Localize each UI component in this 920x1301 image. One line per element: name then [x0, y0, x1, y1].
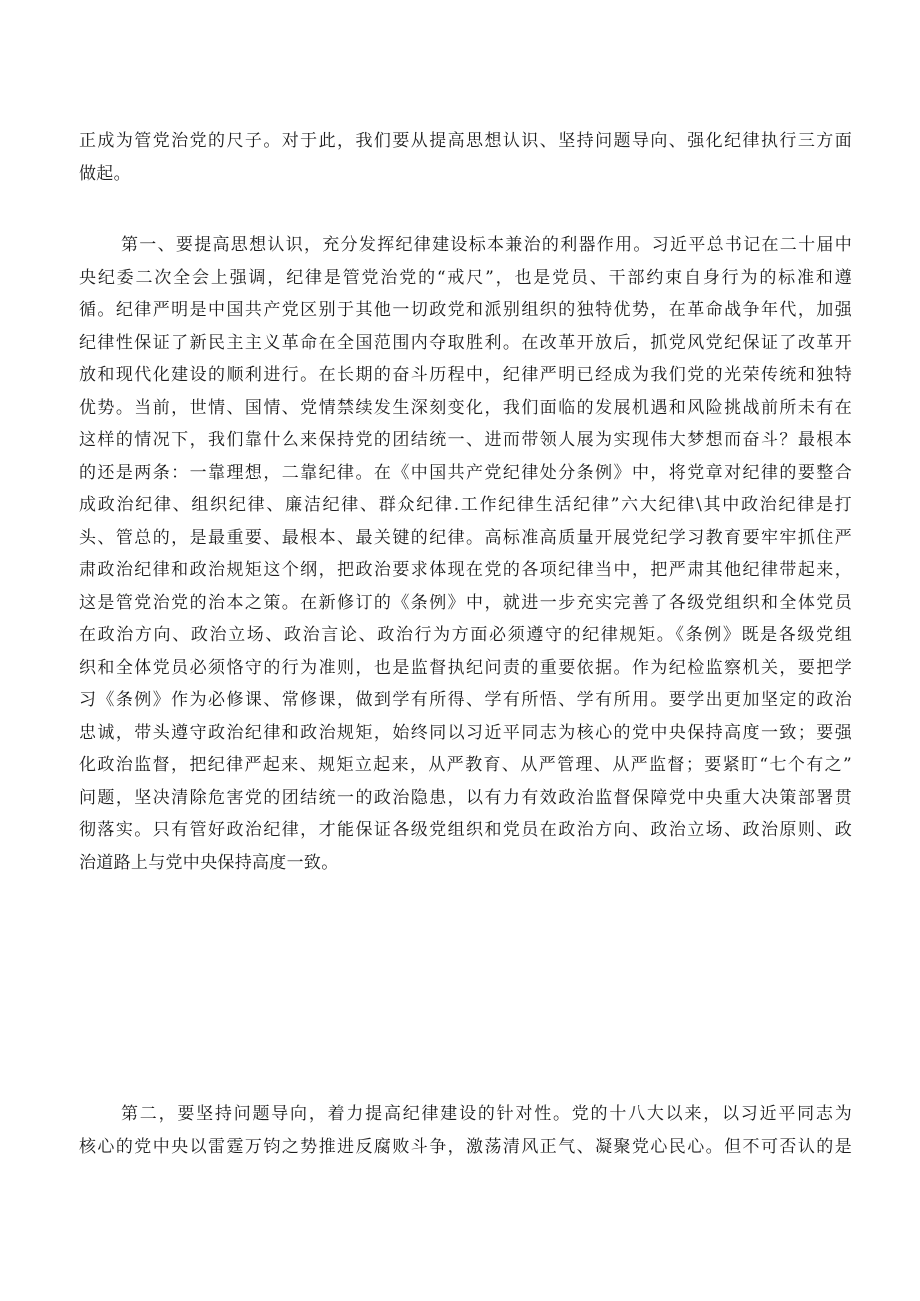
text-line: 放和现代化建设的顺利进行。在长期的奋斗历程中，纪律严明已经成为我们党的光荣传统和独特	[79, 365, 852, 385]
text-line: 正成为管党治党的尺子。对于此，我们要从提高思想认识、坚持问题导向、强化纪律执行三方面	[79, 131, 852, 151]
text-line: 头、管总的，是最重要、最根本、最关键的纪律。高标准高质量开展党纪学习教育要牢牢抓住严	[79, 527, 852, 548]
text-line: 在政治方向、政治立场、政治言论、政治行为方面必须遵守的纪律规矩。《条例》既是各级党组	[79, 625, 852, 645]
text-line: 央纪委二次全会上强调，纪律是管党治党的“戒尺”，也是党员、干部约束自身行为的标准和遵	[79, 267, 852, 288]
text-line: 优势。当前，世情、国情、党情禁续发生深刻变化，我们面临的发展机遇和风险挑战前所未有在	[79, 397, 852, 418]
text-line: 第一、要提高思想认识，充分发挥纪律建设标本兼治的利器作用。习近平总书记在二十届中	[121, 235, 852, 255]
text-line: 忠诚，带头遵守政治纪律和政治规矩，始终同以习近平同志为核心的党中央保持高度一致；要强	[79, 722, 852, 743]
text-line: 问题，坚决清除危害党的团结统一的政治隐患，以有力有效政治监督保障党中央重大决策部署贯	[79, 787, 852, 808]
text-line: 彻落实。只有管好政治纪律，才能保证各级党组织和党员在政治方向、政治立场、政治原则、政	[79, 820, 852, 840]
text-line: 这是管党治党的治本之策。在新修订的《条例》中，就进一步充实完善了各级党组织和全体党员	[79, 592, 852, 613]
paragraph-first-point	[79, 229, 852, 879]
text-line: 治道路上与党中央保持高度一致。	[79, 852, 339, 873]
text-line: 的还是两条：一靠理想，二靠纪律。在《中国共产党纪律处分条例》中，将党章对纪律的要整合	[79, 462, 852, 483]
text-line: 第二，要坚持问题导向，着力提高纪律建设的针对性。党的十八大以来，以习近平同志为	[121, 1104, 852, 1124]
text-line: 织和全体党员必须恪守的行为准则，也是监督执纪问责的重要依据。作为纪检监察机关，要把学	[79, 657, 852, 678]
text-line: 核心的党中央以雷霆万钧之势推进反腐败斗争，激荡清风正气、凝聚党心民心。但不可否认的是	[79, 1136, 852, 1157]
text-line: 成政治纪律、组织纪律、廉洁纪律、群众纪律.工作纪律生活纪律”六大纪律\其中政治纪律是打	[79, 495, 852, 515]
text-line: 肃政治纪律和政治规矩这个纲，把政治要求体现在党的各项纪律当中，把严肃其他纪律带起来，	[79, 560, 852, 580]
text-line: 化政治监督，把纪律严起来、规矩立起来，从严教育、从严管理、从严监督；要紧盯“七个有之”	[79, 755, 852, 775]
text-line: 纪律性保证了新民主主义革命在全国范围内夺取胜利。在改革开放后，抓党风党纪保证了改革开	[79, 332, 852, 353]
text-line: 循。纪律严明是中国共产党区别于其他一切政党和派别组织的独特优势，在革命战争年代，加强	[79, 300, 852, 320]
paragraph-intro	[79, 125, 852, 190]
text-line: 这样的情况下，我们靠什么来保持党的团结统一、进而带领人展为实现伟大梦想而奋斗？最根本	[79, 430, 852, 450]
paragraph-second-point	[79, 1098, 852, 1163]
text-line: 习《条例》作为必修课、常修课，做到学有所得、学有所悟、学有所用。要学出更加坚定的政治	[79, 690, 852, 710]
text-line: 做起。	[79, 163, 131, 184]
